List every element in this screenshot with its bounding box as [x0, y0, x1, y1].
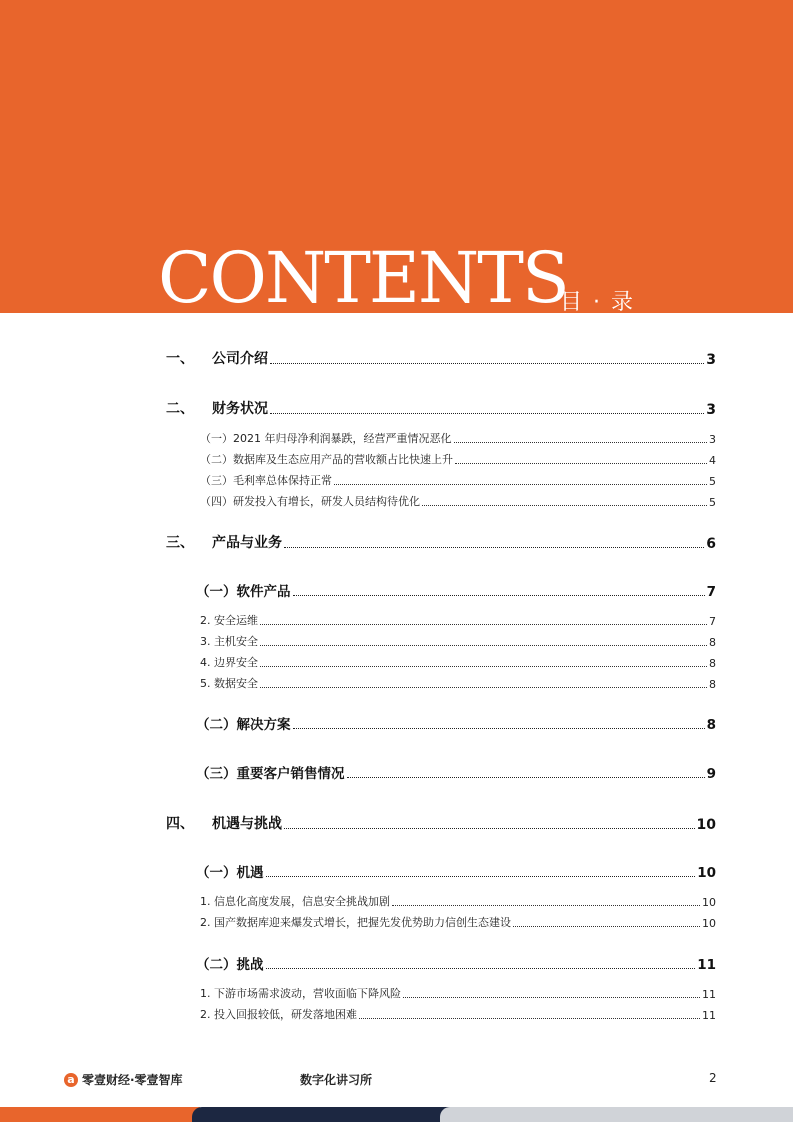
toc-page-number: 9	[706, 766, 716, 782]
leader-dots	[455, 462, 707, 464]
toc-page-number: 4	[709, 454, 716, 467]
toc-entry-2-3[interactable]	[200, 472, 716, 488]
leader-dots	[284, 827, 695, 829]
toc-entry-label: （三）重要客户销售情况	[196, 766, 345, 782]
toc-entry-3-1[interactable]	[196, 580, 716, 600]
leader-dots	[260, 644, 707, 646]
toc-entry-3-1-4[interactable]	[200, 654, 716, 670]
footer-center-text: 数字化讲习所	[300, 1073, 373, 1087]
footer-logo	[64, 1071, 183, 1088]
toc-entry-2-4[interactable]	[200, 493, 716, 509]
leader-dots	[454, 441, 708, 443]
toc-entry-label: （二）数据库及生态应用产品的营收额占比快速上升	[200, 453, 453, 466]
toc-entry-label: （一）机遇	[196, 865, 264, 881]
toc-page-number: 10	[702, 917, 716, 930]
toc-page-number: 3	[706, 402, 716, 418]
leader-dots	[422, 504, 707, 506]
toc-entry-section-3[interactable]: 三、 产品与业务 6	[166, 535, 716, 552]
page-number: 2	[709, 1071, 717, 1085]
toc-page-number: 3	[709, 433, 716, 446]
toc-entry-label: 公司介绍	[212, 351, 268, 367]
toc-page-number: 6	[706, 536, 716, 552]
toc-entry-label: （三）毛利率总体保持正常	[200, 474, 332, 487]
toc-entry-label: （一）软件产品	[196, 584, 291, 600]
toc-entry-label: 产品与业务	[212, 535, 282, 551]
toc-entry-label: 财务状况	[212, 401, 268, 417]
leader-dots	[266, 875, 696, 877]
toc-entry-section-2[interactable]: 二、 财务状况 3	[166, 401, 716, 418]
leader-dots	[260, 623, 707, 625]
leader-dots	[359, 1017, 700, 1019]
toc-entry-3-1-3[interactable]	[200, 633, 716, 649]
toc-entry-label: 2. 投入回报较低，研发落地困难	[200, 1008, 357, 1021]
toc-entry-3-1-5[interactable]	[200, 675, 716, 691]
leader-dots	[513, 925, 700, 927]
leader-dots	[293, 727, 705, 729]
leader-dots	[334, 483, 707, 485]
toc-page-number: 5	[709, 496, 716, 509]
toc-entry-4-2-2[interactable]	[200, 1006, 716, 1022]
leader-dots	[270, 362, 704, 364]
toc-subtitle: 目 · 录	[560, 290, 635, 315]
toc-page-number: 3	[706, 352, 716, 368]
toc-entry-3-3[interactable]	[196, 762, 716, 782]
toc-entry-2-1[interactable]	[200, 430, 716, 446]
leader-dots	[260, 665, 707, 667]
toc-entry-label: 1. 下游市场需求波动，营收面临下降风险	[200, 987, 401, 1000]
leader-dots	[266, 967, 696, 969]
leader-dots	[403, 996, 700, 998]
toc-page-number: 7	[706, 584, 716, 600]
toc-entry-3-2[interactable]	[196, 713, 716, 733]
toc-page-number: 11	[702, 988, 716, 1001]
toc-entry-4-1[interactable]	[196, 861, 716, 881]
toc-entry-section-1[interactable]: 一、 公司介绍 3	[166, 351, 716, 368]
leader-dots	[284, 546, 704, 548]
toc-entry-3-1-2[interactable]	[200, 612, 716, 628]
toc-entry-4-1-2[interactable]	[200, 914, 716, 930]
toc-page-number: 11	[697, 957, 716, 973]
toc-entry-label: 机遇与挑战	[212, 816, 282, 832]
toc-entry-label: （二）挑战	[196, 957, 264, 973]
toc-entry-label: 3. 主机安全	[200, 635, 258, 648]
footer-bar-navy	[192, 1107, 454, 1122]
leader-dots	[347, 776, 705, 778]
toc-page-number: 10	[702, 896, 716, 909]
brand-logo-icon: a	[64, 1073, 78, 1087]
toc-page-number: 8	[709, 636, 716, 649]
footer-logo-text: 零壹财经·零壹智库	[82, 1073, 183, 1087]
toc-entry-label: 5. 数据安全	[200, 677, 258, 690]
leader-dots	[270, 412, 704, 414]
toc-page-number: 11	[702, 1009, 716, 1022]
footer-bar-gray	[440, 1107, 793, 1122]
toc-page-number: 8	[706, 717, 716, 733]
toc-entry-2-2[interactable]	[200, 451, 716, 467]
toc-entry-label: （二）解决方案	[196, 717, 291, 733]
toc-entry-label: 4. 边界安全	[200, 656, 258, 669]
toc-entry-label: 1. 信息化高度发展，信息安全挑战加剧	[200, 895, 390, 908]
toc-page-number: 10	[696, 817, 716, 833]
toc-page-number: 5	[709, 475, 716, 488]
footer-bar-orange	[0, 1107, 200, 1122]
toc-entry-4-2[interactable]	[196, 953, 716, 973]
toc-page-number: 8	[709, 657, 716, 670]
toc-page-number: 8	[709, 678, 716, 691]
toc-entry-4-2-1[interactable]	[200, 985, 716, 1001]
leader-dots	[293, 594, 705, 596]
leader-dots	[392, 904, 700, 906]
toc-page-number: 10	[697, 865, 716, 881]
contents-title: CONTENTS	[158, 237, 568, 319]
toc-entry-label: 2. 国产数据库迎来爆发式增长，把握先发优势助力信创生态建设	[200, 916, 511, 929]
toc-page-number: 7	[709, 615, 716, 628]
toc-entry-label: 2. 安全运维	[200, 614, 258, 627]
toc-entry-4-1-1[interactable]	[200, 893, 716, 909]
leader-dots	[260, 686, 707, 688]
toc-entry-section-4[interactable]: 四、 机遇与挑战 10	[166, 816, 716, 833]
toc-entry-label: （一）2021 年归母净利润暴跌，经营严重情况恶化	[200, 432, 452, 445]
toc-entry-label: （四）研发投入有增长，研发人员结构待优化	[200, 495, 420, 508]
